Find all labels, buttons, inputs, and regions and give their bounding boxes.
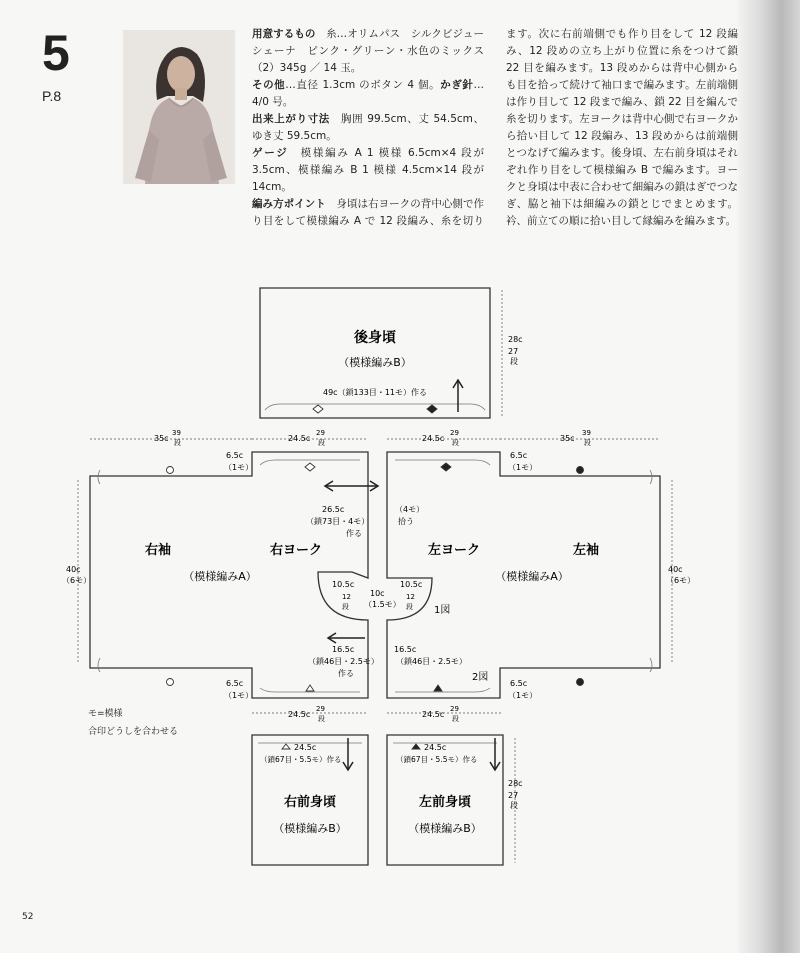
front-height-cm: 28c [508, 779, 523, 788]
right-yoke-front-cm: 16.5c [332, 645, 355, 654]
left-yoke-width-cm: 24.5c [422, 434, 445, 443]
svg-text:（1モ）: （1モ） [508, 691, 538, 700]
svg-text:段: 段 [510, 801, 518, 810]
hook-text: …4/0 号。 [252, 79, 485, 108]
svg-text:段: 段 [406, 603, 413, 611]
left-bottom-width: 24.5c [422, 710, 445, 719]
right-neck-cm: 10.5c [332, 580, 355, 589]
svg-text:（1.5モ）: （1.5モ） [364, 600, 401, 609]
schematic-diagram [60, 280, 740, 870]
back-height-cm: 28c [508, 335, 523, 344]
circle-filled-mark [577, 467, 584, 474]
left-front-pattern: （模様編みB） [408, 822, 482, 835]
method-text: 身頃は右ヨークの背中心側で作り目をして模様編み A で 12 段編み、糸を切ります。次に右前端側でも作り目をして 12 段編み、12 段めの立ち上がり位置に糸をつけて鎖 22 目を編みます。13 段めからは背中心側からも目を拾って続けて袖口まで編みます。左前端側は作り目して 12 段まで編み、鎖 22 目を編んで糸を切ります。左ヨークは背中心側で右ヨークから拾い目して 12 段編み、13 段めからは前端側とつなげて編みます。後身頃、左右前身頃はそれぞれ作り目をして模様編み B で編みます。ヨークと身頃は中表に合わせて細編みの鎖はぎでつなぎ、脇と袖下は細編みの鎖とじでまとめます。衿、前立ての順に拾い目して縁編みを編みます。 [252, 28, 738, 227]
svg-text:（1モ）: （1モ） [508, 463, 538, 472]
left-bottom-step-cm: 6.5c [510, 679, 528, 688]
diamond-open-mark [313, 405, 323, 413]
svg-text:段: 段 [342, 603, 349, 611]
book-spine-shadow [738, 0, 800, 953]
left-yoke-title: 左ヨーク [427, 543, 481, 558]
svg-text:段: 段 [174, 439, 181, 447]
svg-text:29: 29 [316, 429, 325, 437]
left-yoke-front-cm: 16.5c [394, 645, 417, 654]
materials-label: 用意するもの [252, 28, 316, 40]
back-height-unit: 段 [510, 357, 518, 366]
page-number: 52 [22, 912, 34, 922]
svg-text:拾う: 拾う [398, 517, 414, 526]
svg-text:27: 27 [508, 791, 519, 800]
triangle-open-mark [306, 685, 314, 691]
yoke-back-cm: 26.5c [322, 505, 345, 514]
hook-label: かぎ針 [440, 79, 474, 91]
right-front-chain: （鎖67目・5.5モ）作る [260, 755, 342, 764]
materials-text: 糸…オリムパス シルクビジューシェーナ ピンク・グリーン・水色のミックス（2）345g ／ 14 玉。 [252, 28, 484, 74]
svg-text:段: 段 [452, 439, 459, 447]
center-front-gap: 10c [370, 589, 385, 598]
method-label: 編み方ポイント [252, 198, 326, 210]
page-reference: P.8 [42, 88, 62, 104]
other-label: その他 [252, 79, 286, 91]
svg-text:29: 29 [450, 705, 459, 713]
right-front-cm: 24.5c [294, 743, 317, 752]
right-yoke-title: 右ヨーク [269, 543, 323, 558]
figure-2-label: 2図 [472, 672, 489, 683]
svg-text:12: 12 [342, 593, 351, 601]
right-sleeve-pattern: （模様編みA） [183, 570, 257, 583]
right-sleeve-length: 40c [66, 565, 81, 574]
back-body-width: 49c（鎖133目・11モ）作る [322, 388, 428, 397]
svg-text:作る: 作る [338, 669, 354, 678]
pattern-number: 5 [42, 25, 70, 81]
svg-text:（1モ）: （1モ） [224, 463, 254, 472]
instruction-text [252, 26, 738, 236]
figure-1-label: 1図 [434, 605, 451, 616]
right-yoke-width-cm: 24.5c [288, 434, 311, 443]
back-body-title: 後身頃 [354, 330, 396, 346]
left-sleeve-pattern: （模様編みA） [495, 570, 569, 583]
right-front-pattern: （模様編みB） [273, 822, 347, 835]
left-front-chain: （鎖67目・5.5モ）作る [396, 755, 478, 764]
gauge-label: ゲージ [252, 147, 289, 159]
right-bottom-step-cm: 6.5c [226, 679, 244, 688]
svg-text:39: 39 [582, 429, 591, 437]
svg-text:29: 29 [316, 705, 325, 713]
right-front-title: 右前身頃 [283, 795, 337, 810]
legend-matching-marks: 合印どうしを合わせる [88, 727, 179, 737]
svg-text:段: 段 [452, 715, 459, 723]
svg-text:段: 段 [584, 439, 591, 447]
svg-text:段: 段 [318, 439, 325, 447]
yoke-pick-up: （4モ） [395, 505, 425, 514]
left-sleeve-length: 40c [668, 565, 683, 574]
left-front-cm: 24.5c [424, 743, 447, 752]
other-text: …直径 1.3cm のボタン 4 個。 [285, 79, 441, 91]
svg-text:12: 12 [406, 593, 415, 601]
svg-text:（鎖46目・2.5モ）: （鎖46目・2.5モ） [396, 657, 467, 666]
back-body-outline [260, 288, 490, 418]
left-sleeve-width-cm: 35c [560, 434, 575, 443]
left-neck-cm: 10.5c [400, 580, 423, 589]
right-bottom-width: 24.5c [288, 710, 311, 719]
left-top-step-cm: 6.5c [510, 451, 528, 460]
right-top-step-cm: 6.5c [226, 451, 244, 460]
svg-text:作る: 作る [346, 529, 362, 538]
svg-text:（6モ）: （6モ） [666, 576, 696, 585]
legend-abbreviation: モ=模様 [88, 709, 123, 719]
svg-text:（6モ）: （6モ） [62, 576, 92, 585]
diamond-filled-mark [427, 405, 437, 413]
model-photo [123, 30, 235, 184]
svg-text:（1モ）: （1モ） [224, 691, 254, 700]
back-body-pattern: （模様編みB） [338, 356, 412, 369]
finished-size-label: 出来上がり寸法 [252, 113, 330, 125]
svg-text:29: 29 [450, 429, 459, 437]
triangle-filled-mark [434, 685, 442, 691]
svg-text:（鎖46目・2.5モ）: （鎖46目・2.5モ） [308, 657, 379, 666]
left-sleeve-title: 左袖 [572, 543, 600, 558]
back-height-rows: 27 [508, 347, 519, 356]
svg-text:段: 段 [318, 715, 325, 723]
svg-text:（鎖73目・4モ）: （鎖73目・4モ） [306, 517, 370, 526]
right-sleeve-title: 右袖 [144, 543, 172, 558]
svg-text:39: 39 [172, 429, 181, 437]
finished-size-text: 胸囲 99.5cm、丈 54.5cm、ゆき丈 59.5cm。 [252, 113, 485, 142]
gauge-text: 模様編み A 1 模様 6.5cm×4 段が 3.5cm、模様編み B 1 模様 4.5cm×14 段が 14cm。 [252, 147, 485, 193]
right-sleeve-width-cm: 35c [154, 434, 169, 443]
left-front-title: 左前身頃 [418, 795, 472, 810]
circle-open-mark [167, 467, 174, 474]
